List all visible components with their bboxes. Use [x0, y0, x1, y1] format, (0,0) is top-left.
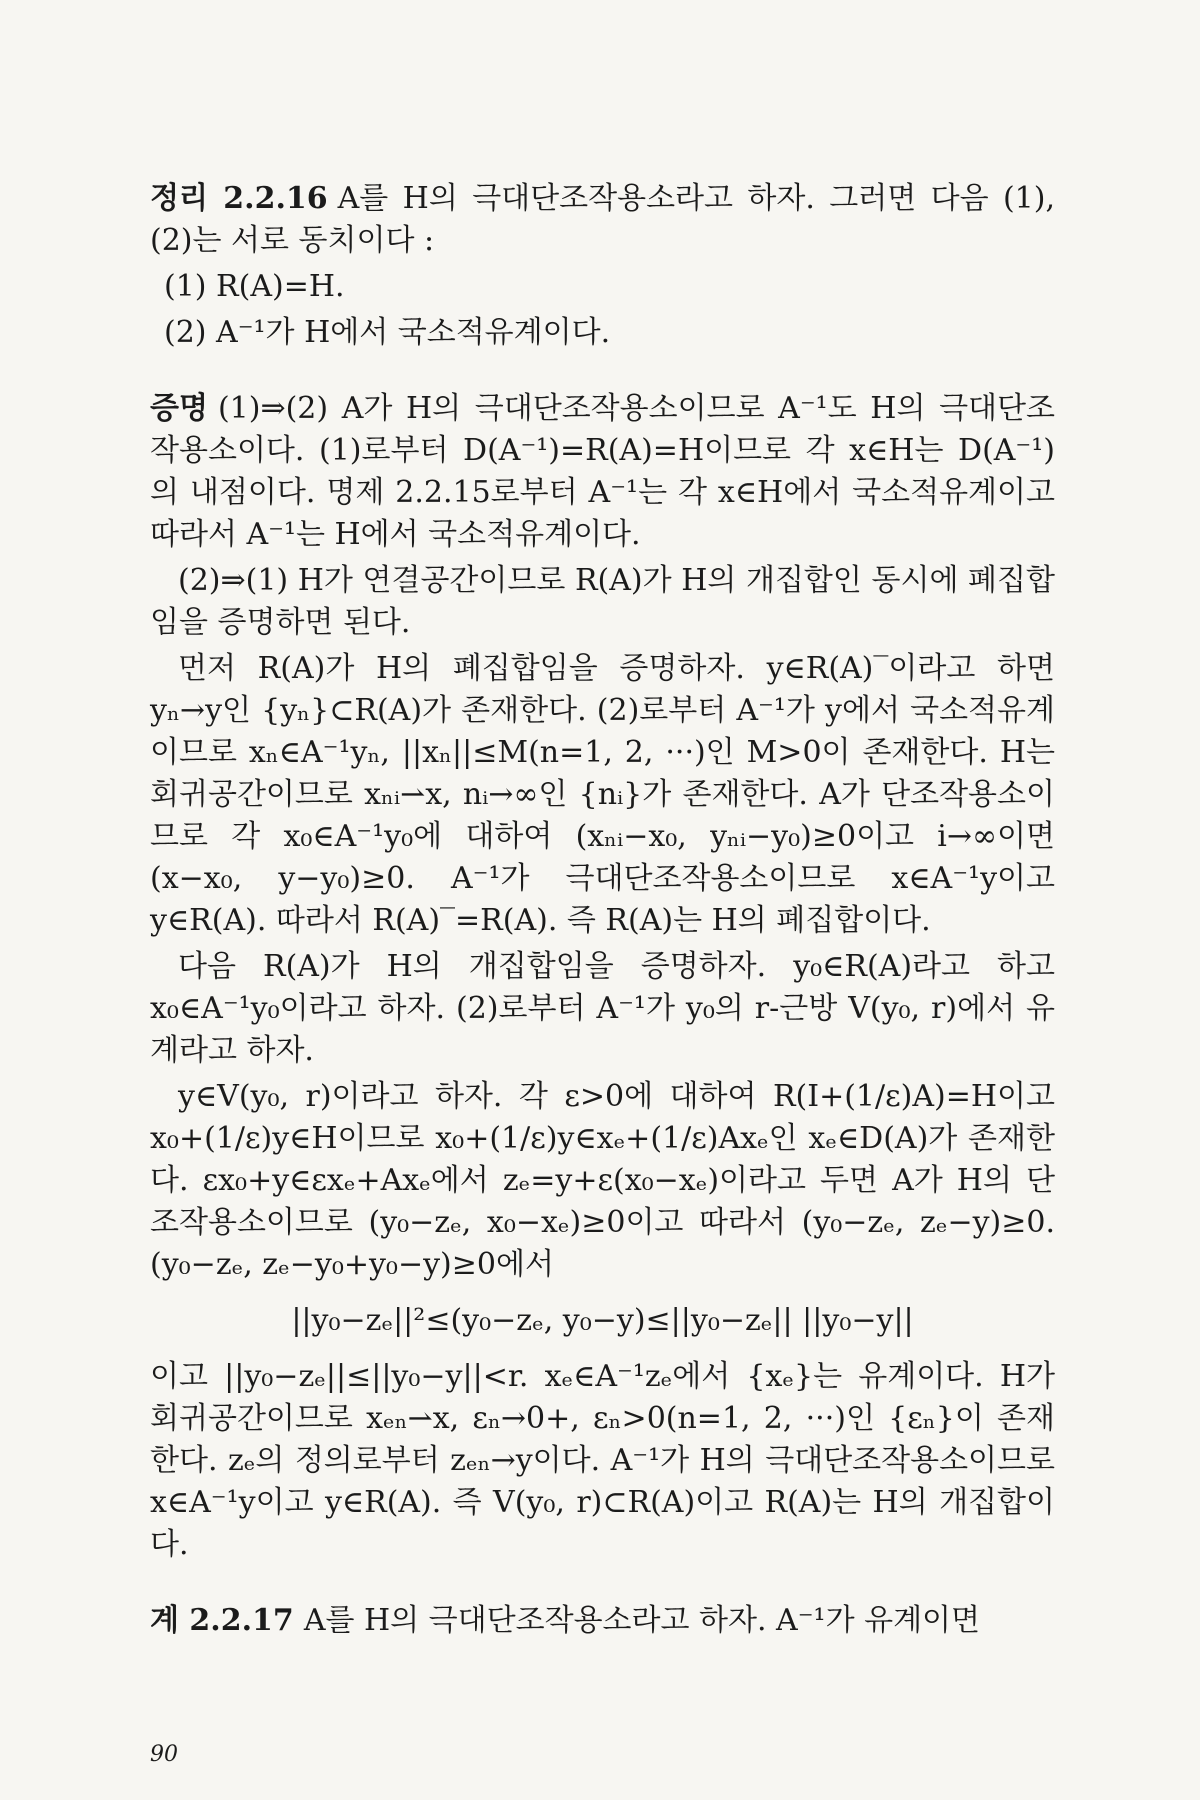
theorem-text: A를 H의 극대단조작용소라고 하자. 그러면 다음 (1), (2)는 서로 동치이다 :: [150, 181, 1055, 258]
proof-paragraph-5: y∈V(y₀, r)이라고 하자. 각 ε>0에 대하여 R(I+(1/ε)A)=H이고 x₀+(1/ε)y∈H이므로 x₀+(1/ε)y∈xₑ+(1/ε)Axₑ인 xₑ∈D(A)가 존재한다. εx₀+y∈εxₑ+Axₑ에서 zₑ=y+ε(x₀−xₑ)이라고 두면 A가 H의 단조작용소이므로 (y₀−zₑ, x₀−xₑ)≥0이고 따라서 (y₀−zₑ, zₑ−y)≥0. (y₀−zₑ, zₑ−y₀+y₀−y)≥0에서: [150, 1079, 1055, 1282]
theorem-item-1: (1) R(A)=H.: [164, 269, 345, 304]
theorem-heading: 정리 2.2.16: [150, 181, 328, 216]
proof-paragraph-3: 먼저 R(A)가 H의 폐집합임을 증명하자. y∈R(A)‾이라고 하면 yₙ→y인 {yₙ}⊂R(A)가 존재한다. (2)로부터 A⁻¹가 y에서 국소적유계이므로 xₙ∈A⁻¹yₙ, ||xₙ||≤M(n=1, 2, ···)인 M>0이 존재한다. H는 회귀공간이므로 xₙᵢ⇀x, nᵢ→∞인 {nᵢ}가 존재한다. A가 단조작용소이므로 각 x₀∈A⁻¹y₀에 대하여 (xₙᵢ−x₀, yₙᵢ−y₀)≥0이고 i→∞이면 (x−x₀, y−y₀)≥0. A⁻¹가 극대단조작용소이므로 x∈A⁻¹y이고 y∈R(A). 따라서 R(A)‾=R(A). 즉 R(A)는 H의 폐집합이다.: [150, 651, 1055, 938]
proof-paragraph-4: 다음 R(A)가 H의 개집합임을 증명하자. y₀∈R(A)라고 하고 x₀∈A⁻¹y₀이라고 하자. (2)로부터 A⁻¹가 y₀의 r-근방 V(y₀, r)에서 유계라고 하자.: [150, 949, 1055, 1068]
page-number: 90: [150, 1742, 178, 1767]
display-formula: ||y₀−zₑ||²≤(y₀−zₑ, y₀−y)≤||y₀−zₑ|| ||y₀−y||: [291, 1303, 914, 1338]
proof-text-1: (1)⇒(2) A가 H의 극대단조작용소이므로 A⁻¹도 H의 극대단조작용소이다. (1)로부터 D(A⁻¹)=R(A)=H이므로 각 x∈H는 D(A⁻¹)의 내점이다. 명제 2.2.15로부터 A⁻¹는 각 x∈H에서 국소적유계이고 따라서 A⁻¹는 H에서 국소적유계이다.: [150, 391, 1055, 552]
corollary-heading: 계 2.2.17: [150, 1603, 294, 1638]
theorem-statement: [150, 178, 1055, 262]
theorem-item-2: (2) A⁻¹가 H에서 국소적유계이다.: [164, 315, 611, 350]
page-body: [150, 178, 1055, 1646]
proof-paragraph-1: [150, 388, 1055, 556]
proof-paragraph-6: 이고 ||y₀−zₑ||≤||y₀−y||<r. xₑ∈A⁻¹zₑ에서 {xₑ}는 유계이다. H가 회귀공간이므로 xₑₙ⇀x, εₙ→0+, εₙ>0(n=1, 2, ···)인 {εₙ}이 존재한다. zₑ의 정의로부터 zₑₙ→y이다. A⁻¹가 H의 극대단조작용소이므로 x∈A⁻¹y이고 y∈R(A). 즉 V(y₀, r)⊂R(A)이고 R(A)는 H의 개집합이다.: [150, 1359, 1055, 1562]
proof-paragraph-2: (2)⇒(1) H가 연결공간이므로 R(A)가 H의 개집합인 동시에 폐집합임을 증명하면 된다.: [150, 563, 1055, 640]
corollary-statement: [150, 1600, 1055, 1642]
corollary-text: A를 H의 극대단조작용소라고 하자. A⁻¹가 유계이면: [303, 1603, 981, 1638]
proof-heading: 증명: [150, 391, 208, 426]
